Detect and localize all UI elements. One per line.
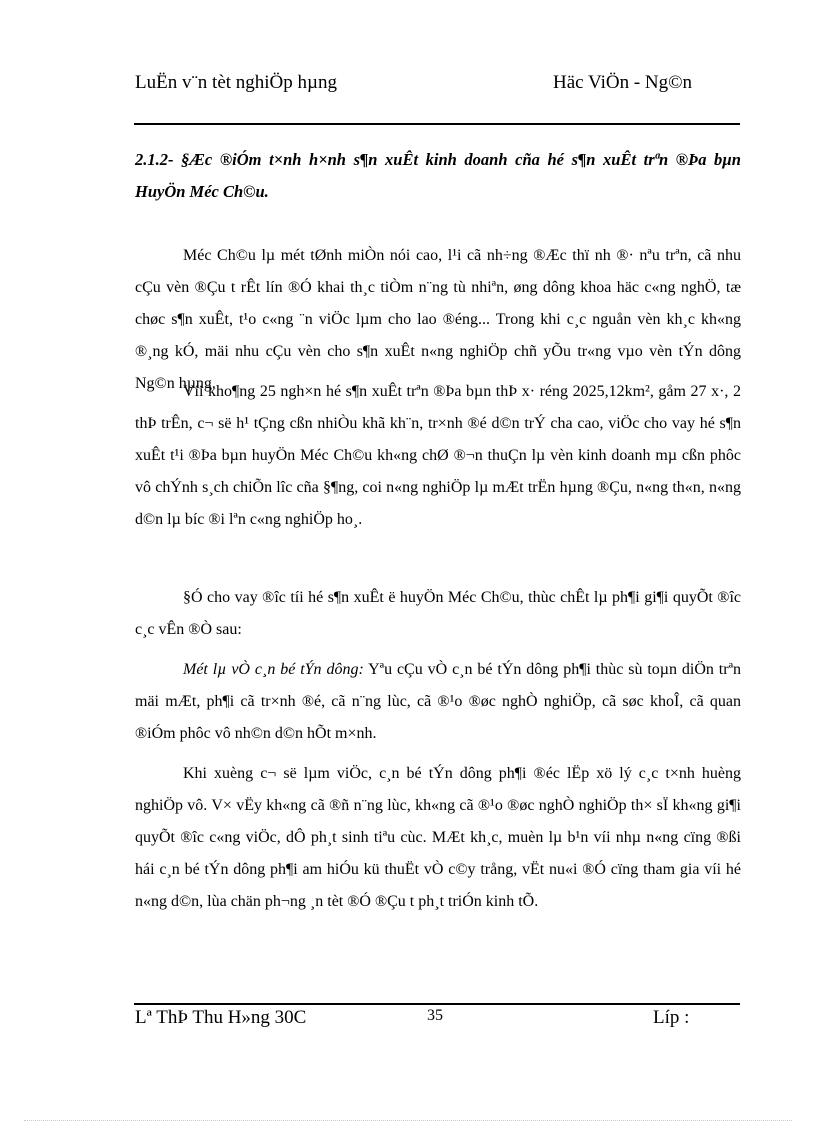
page-bottom-dotted-border (24, 1120, 792, 1121)
paragraph-5: Khi xuèng c¬ së lµm viÖc, c¸n bé tÝn dông ph¶i ®éc lËp xö lý c¸c t×nh huèng nghiÖp vô. V× vËy kh«ng cã ®ñ n¨ng lùc, kh«ng cã ®¹o ®øc nghÒ nghiÖp th× sÏ kh«ng gi¶i quyÕt ®îc c«ng viÖc, dÔ ph¸t sinh tiªu cùc. MÆt kh¸c, muèn lµ b¹n víi nhµ n«ng cïng ®ßi hái c¸n bé tÝn dông ph¶i am hiÓu kü thuËt vÒ c©y trång, vËt nu«i ®Ó cïng tham gia víi hé n«ng d©n, lùa chän ph¬ng ¸n tèt ®Ó ®Çu t ph¸t triÓn kinh tÕ. (135, 765, 741, 910)
section-heading: 2.1.2- §Æc ®iÓm t×nh h×nh s¶n xuÊt kinh doanh cña hé s¶n xuÊt trªn ®Þa bµn HuyÖn Méc Ch©u. (135, 150, 741, 201)
paragraph-3: §Ó cho vay ®îc tíi hé s¶n xuÊt ë huyÖn Méc Ch©u, thùc chÊt lµ ph¶i gi¶i quyÕt ®îc c¸c vÊn ®Ò sau: (135, 589, 741, 638)
paragraph-1: Méc Ch©u lµ mét tØnh miÒn nói cao, l¹i cã nh÷ng ®Æc thï nh ®· nªu trªn, cã nhu cÇu vèn ®Çu t rÊt lín ®Ó khai th¸c tiÒm n¨ng tù nhiªn, øng dông khoa häc c«ng nghÖ, tæ chøc s¶n xuÊt, t¹o c«ng ¨n viÖc lµm cho lao ®éng... Trong khi c¸c nguån vèn kh¸c kh«ng ®¸ng kÓ, mäi nhu cÇu vèn cho s¶n xuÊt n«ng nghiÖp chñ yÕu tr«ng vµo vèn tÝn dông Ng©n hµng. (135, 247, 741, 392)
paragraph-2: Víi kho¶ng 25 ngh×n hé s¶n xuÊt trªn ®Þa bµn thÞ x· réng 2025,12km², gåm 27 x·, 2 thÞ trÊn, c¬ së h¹ tÇng cßn nhiÒu khã kh¨n, tr×nh ®é d©n trÝ cha cao, viÖc cho vay hé s¶n xuÊt t¹i ®Þa bµn huyÖn Méc Ch©u kh«ng chØ ®¬n thuÇn lµ vèn kinh doanh mµ cßn phôc vô chÝnh s¸ch chiÕn lîc cña §¶ng, coi n«ng nghiÖp lµ mÆt trËn hµng ®Çu, n«ng th«n, n«ng d©n lµ bíc ®i lªn c«ng nghiÖp ho¸. (135, 383, 741, 528)
paragraph-4-lead: Mét lµ vÒ c¸n bé tÝn dông: (183, 661, 364, 678)
paragraph-4 (135, 654, 741, 750)
header-institution: Häc ViÖn - Ng©n (553, 72, 693, 93)
footer-class-label: Líp : (653, 1007, 690, 1028)
header-divider (134, 123, 740, 125)
footer-author: Lª ThÞ Thu H»ng 30C (135, 1007, 307, 1028)
header-thesis-title: LuËn v¨n tèt nghiÖp hµng (135, 72, 337, 93)
paragraph-4-body: Yªu cÇu vÒ c¸n bé tÝn dông ph¶i thùc sù toµn diÖn trªn mäi mÆt, ph¶i cã tr×nh ®é, cã n¨ng lùc, cã ®¹o ®øc nghÒ nghiÖp, cã søc khoÎ, cã quan ®iÓm phôc vô nh©n d©n hÕt m×nh. (135, 661, 741, 742)
page-number: 35 (427, 1007, 443, 1024)
